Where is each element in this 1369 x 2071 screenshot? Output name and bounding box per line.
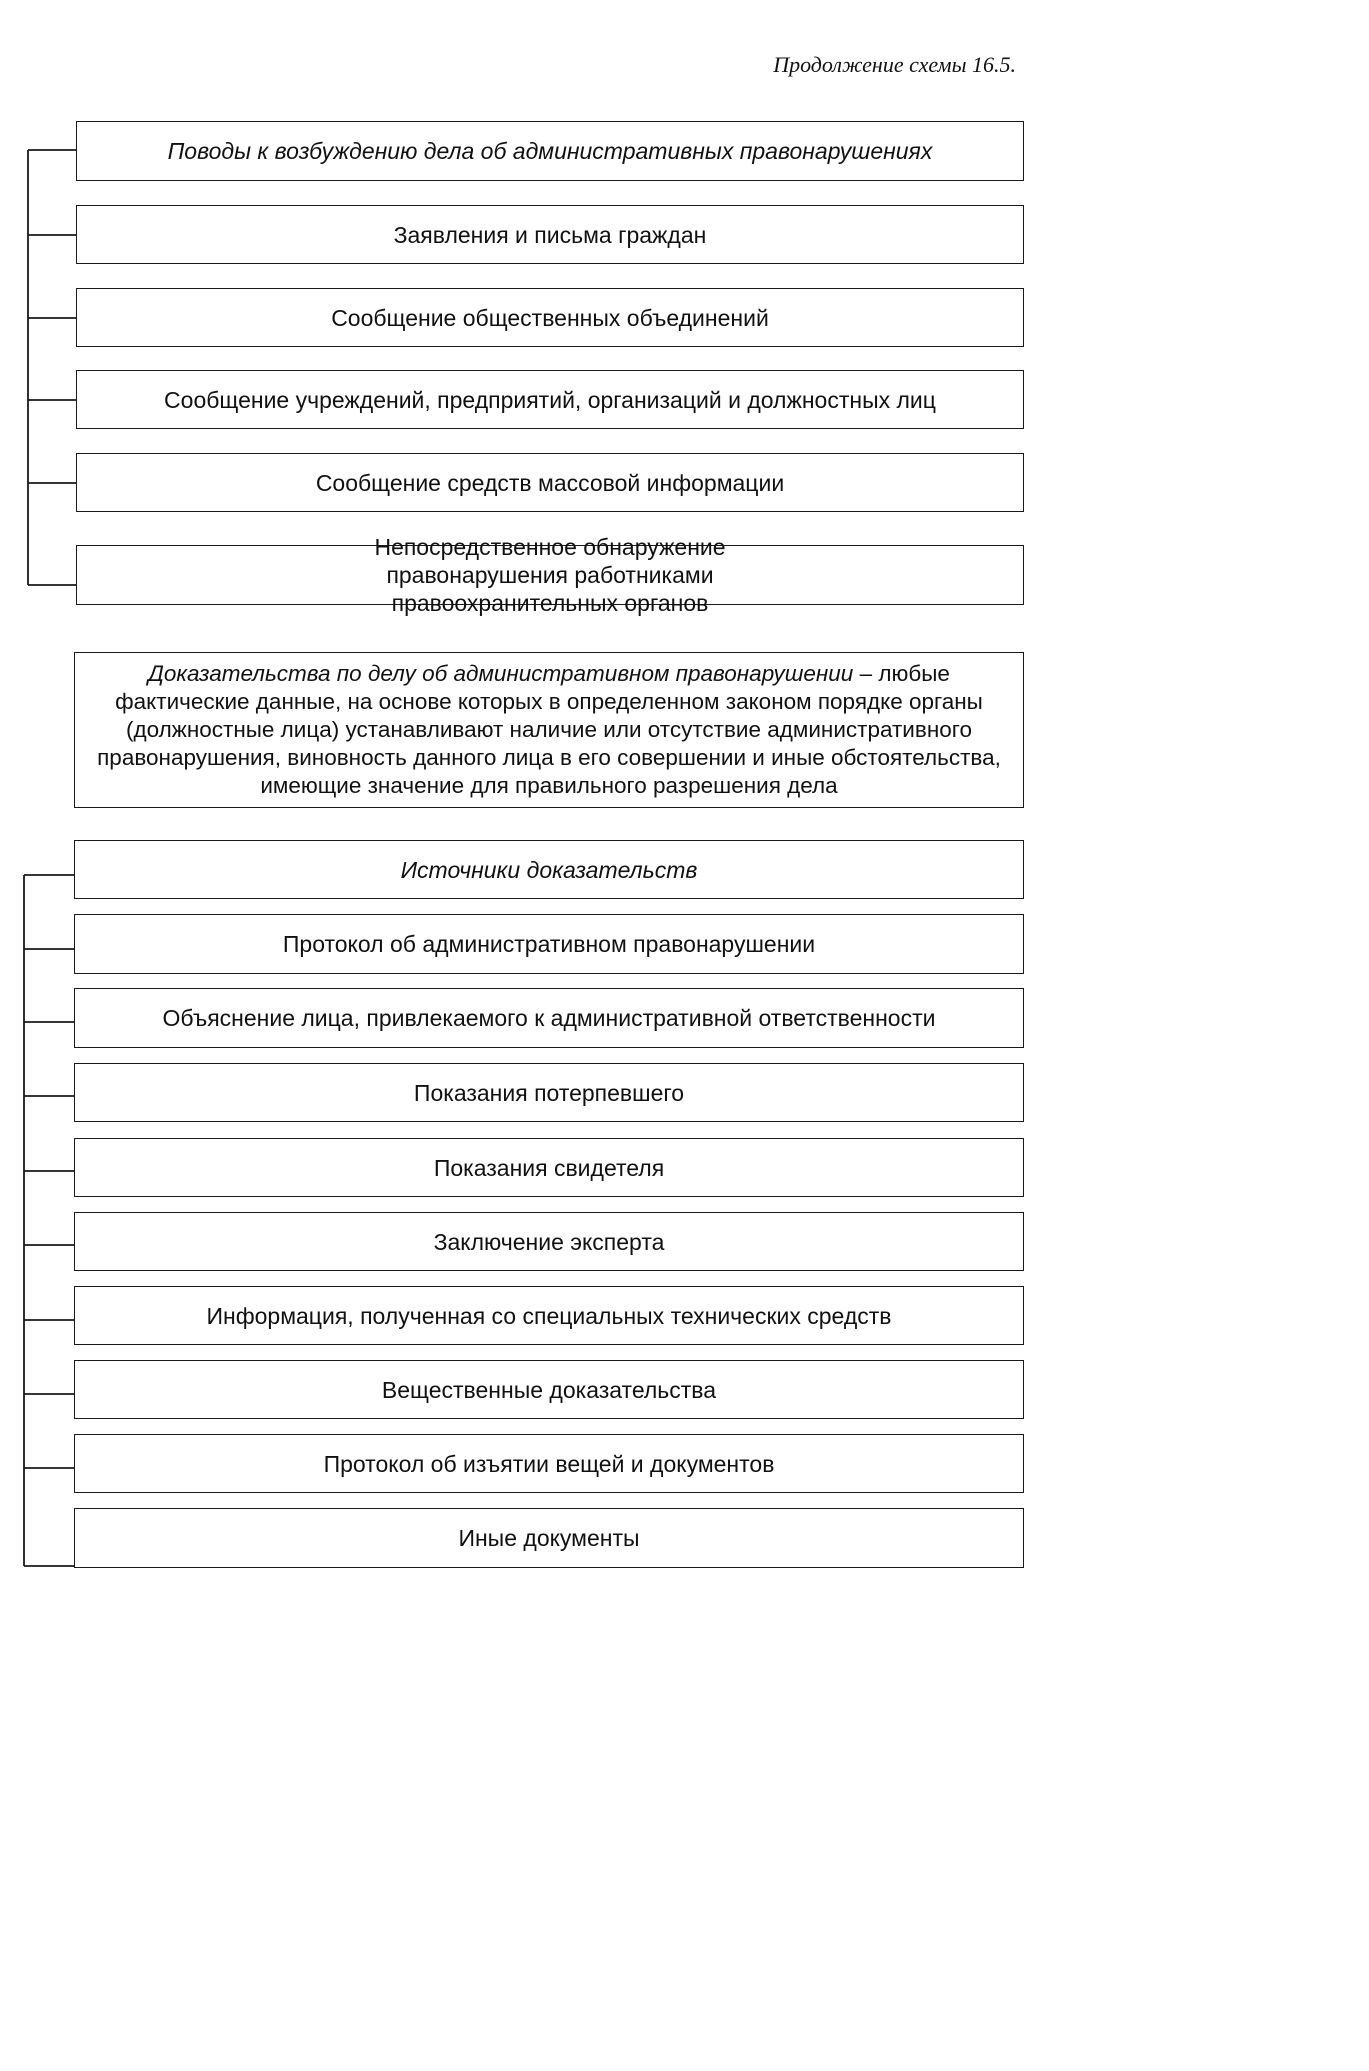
sources-item-box: Протокол об изъятии вещей и документов <box>74 1434 1024 1493</box>
sources-title-box: Источники доказательств <box>74 840 1024 899</box>
sources-item-box: Вещественные доказательства <box>74 1360 1024 1419</box>
grounds-title-box: Поводы к возбуждению дела об административных правонарушениях <box>76 121 1024 181</box>
evidence-definition-term: Доказательства по делу об административном правонарушении <box>148 661 854 686</box>
sources-item-box: Протокол об административном правонарушении <box>74 914 1024 974</box>
sources-item-box: Заключение эксперта <box>74 1212 1024 1271</box>
grounds-item-box: Непосредственное обнаружение правонарушения работниками правоохранительных органов <box>76 545 1024 605</box>
sources-item-box: Иные документы <box>74 1508 1024 1568</box>
evidence-definition-text <box>89 660 1009 800</box>
grounds-item-box: Сообщение общественных объединений <box>76 288 1024 347</box>
sources-item-box: Показания свидетеля <box>74 1138 1024 1197</box>
grounds-item-box: Сообщение средств массовой информации <box>76 453 1024 512</box>
evidence-definition-dash: – <box>853 661 879 686</box>
scheme-continuation-caption: Продолжение схемы 16.5. <box>773 52 1016 77</box>
evidence-definition-box <box>74 652 1024 808</box>
grounds-item-box: Заявления и письма граждан <box>76 205 1024 264</box>
sources-item-box: Показания потерпевшего <box>74 1063 1024 1122</box>
grounds-item-box: Сообщение учреждений, предприятий, организаций и должностных лиц <box>76 370 1024 429</box>
evidence-definition-body: любые фактические данные, на основе которых в определенном законом порядке органы (должностные лица) устанавливают наличие или отсутствие административного правонарушения, виновность данного лица в его совершении и иные обстоятельства, имеющие значение для правильного разрешения дела <box>97 661 1001 798</box>
sources-item-box: Объяснение лица, привлекаемого к административной ответственности <box>74 988 1024 1048</box>
sources-item-box: Информация, полученная со специальных технических средств <box>74 1286 1024 1345</box>
